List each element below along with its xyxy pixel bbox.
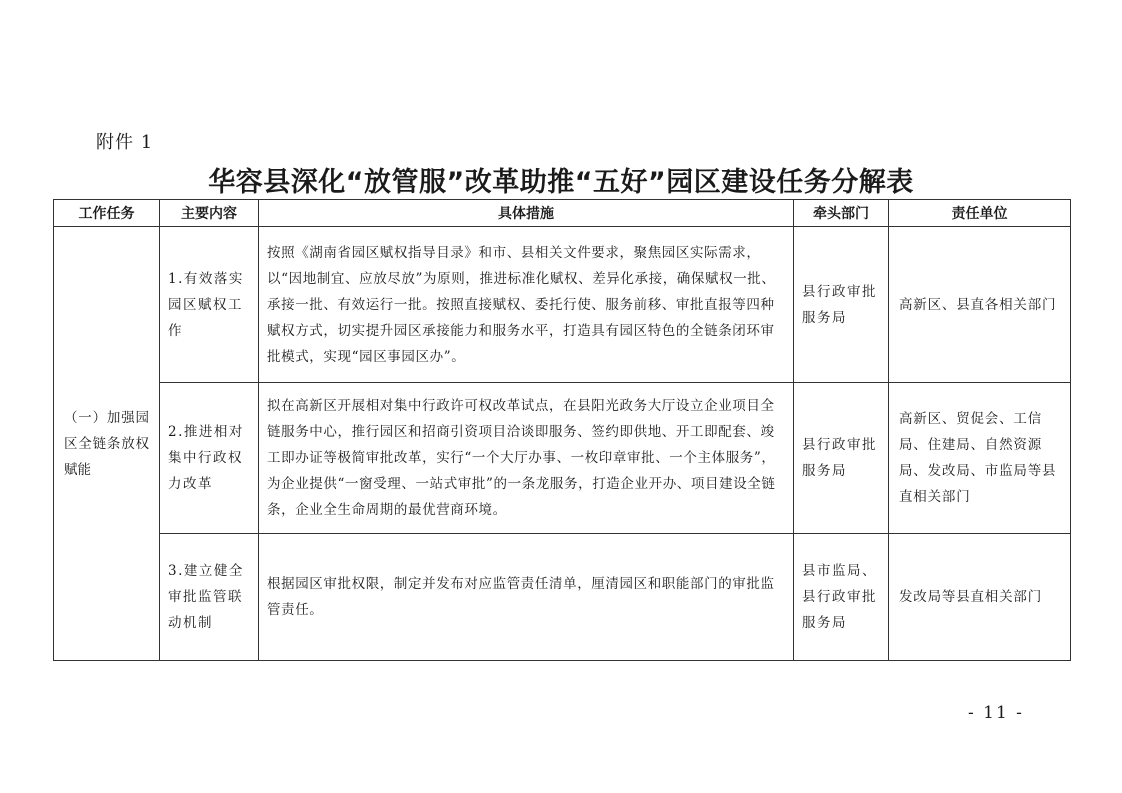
main-content-cell: 1.有效落实园区赋权工作 — [160, 227, 259, 383]
table-header-row — [54, 200, 1071, 227]
responsible-units-cell: 高新区、县直各相关部门 — [889, 227, 1071, 383]
responsible-units-cell: 高新区、贸促会、工信局、住建局、自然资源局、发改局、市监局等县直相关部门 — [889, 383, 1071, 534]
measures-cell: 拟在高新区开展相对集中行政许可权改革试点，在县阳光政务大厅设立企业项目全链服务中心，推行园区和招商引资项目洽谈即服务、签约即供地、开工即配套、竣工即办证等极简审批改革，实行“一个大厅办事、一枚印章审批、一个主体服务”，为企业提供“一窗受理、一站式审批”的一条龙服务，打造企业开办、项目建设全链条，企业全生命周期的最优营商环境。 — [259, 383, 794, 534]
attachment-label: 附件 1 — [96, 132, 154, 153]
task-group-cell: （一）加强园区全链条放权赋能 — [54, 227, 160, 661]
lead-department-cell: 县市监局、县行政审批服务局 — [794, 534, 889, 661]
header-measures: 具体措施 — [259, 200, 794, 227]
lead-department-cell: 县行政审批服务局 — [794, 383, 889, 534]
table-row — [54, 383, 1071, 534]
header-lead-department: 牵头部门 — [794, 200, 889, 227]
main-content-cell: 2.推进相对集中行政权力改革 — [160, 383, 259, 534]
measures-cell: 按照《湖南省园区赋权指导目录》和市、县相关文件要求，聚焦园区实际需求，以“因地制宜、应放尽放”为原则，推进标准化赋权、差异化承接，确保赋权一批、承接一批、有效运行一批。按照直接赋权、委托行使、服务前移、审批直报等四种赋权方式，切实提升园区承接能力和服务水平，打造具有园区特色的全链条闭环审批模式，实现“园区事园区办”。 — [259, 227, 794, 383]
page-number: - 11 - — [968, 703, 1024, 723]
header-main-content: 主要内容 — [160, 200, 259, 227]
task-breakdown-table — [53, 199, 1071, 661]
header-work-task: 工作任务 — [54, 200, 160, 227]
measures-cell: 根据园区审批权限，制定并发布对应监管责任清单，厘清园区和职能部门的审批监管责任。 — [259, 534, 794, 661]
table-row — [54, 534, 1071, 661]
main-content-cell: 3.建立健全审批监管联动机制 — [160, 534, 259, 661]
responsible-units-cell: 发改局等县直相关部门 — [889, 534, 1071, 661]
document-title: 华容县深化“放管服”改革助推“五好”园区建设任务分解表 — [208, 167, 914, 198]
table-row — [54, 227, 1071, 383]
header-responsible-units: 责任单位 — [889, 200, 1071, 227]
lead-department-cell: 县行政审批服务局 — [794, 227, 889, 383]
